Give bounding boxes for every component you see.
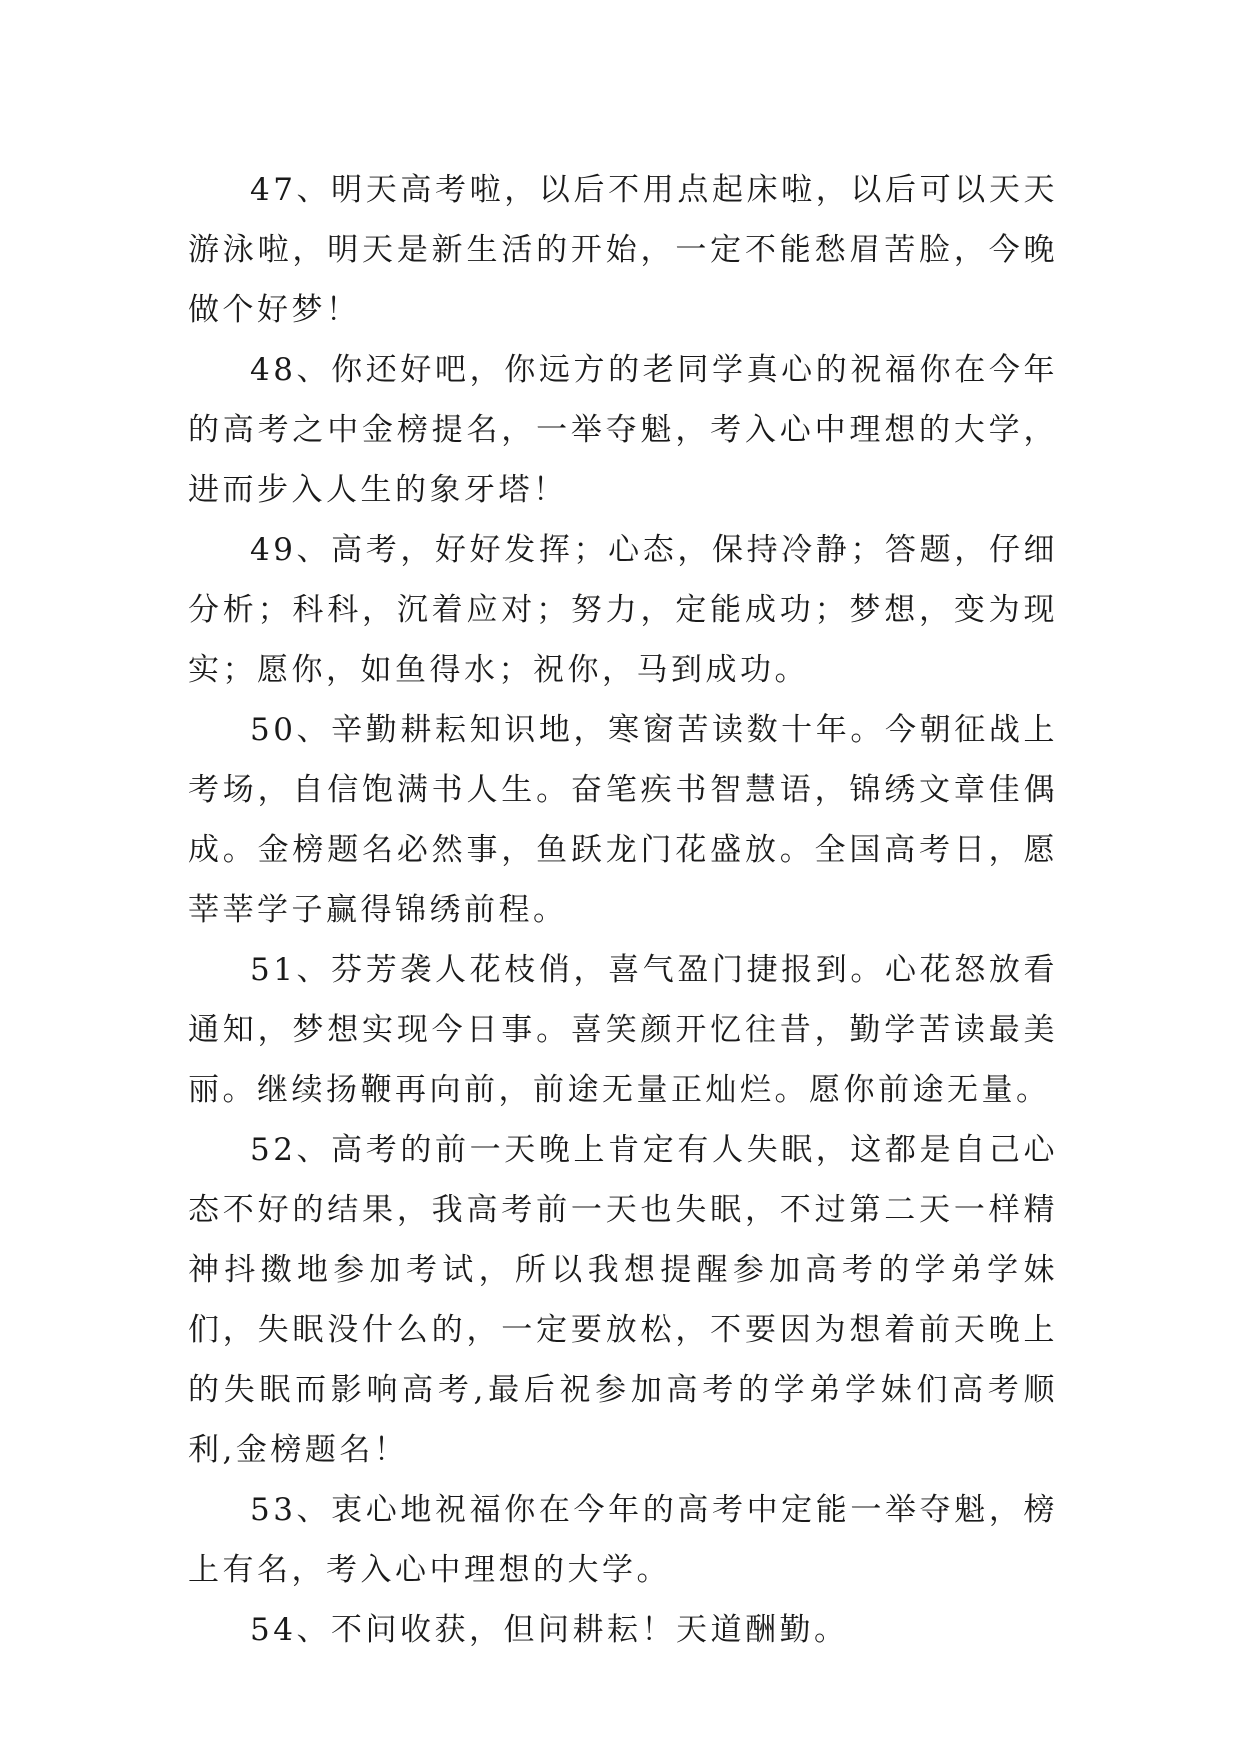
document-body <box>188 160 1058 1660</box>
paragraph-49: 49、高考，好好发挥；心态，保持冷静；答题，仔细分析；科科，沉着应对；努力，定能成功；梦想，变为现实；愿你，如鱼得水；祝你，马到成功。 <box>188 532 1058 688</box>
paragraph-50: 50、辛勤耕耘知识地，寒窗苦读数十年。今朝征战上考场，自信饱满书人生。奋笔疾书智慧语，锦绣文章佳偶成。金榜题名必然事，鱼跃龙门花盛放。全国高考日，愿莘莘学子赢得锦绣前程。 <box>188 712 1058 928</box>
paragraph-53: 53、衷心地祝福你在今年的高考中定能一举夺魁，榜上有名，考入心中理想的大学。 <box>188 1492 1058 1588</box>
paragraph-51: 51、芬芳袭人花枝俏，喜气盈门捷报到。心花怒放看通知，梦想实现今日事。喜笑颜开忆往昔，勤学苦读最美丽。继续扬鞭再向前，前途无量正灿烂。愿你前途无量。 <box>188 952 1058 1108</box>
paragraph-48: 48、你还好吧，你远方的老同学真心的祝福你在今年的高考之中金榜提名，一举夺魁，考入心中理想的大学，进而步入人生的象牙塔！ <box>188 352 1058 508</box>
paragraph-54: 54、不问收获，但问耕耘！天道酬勤。 <box>250 1612 849 1648</box>
paragraph-47: 47、明天高考啦，以后不用点起床啦，以后可以天天游泳啦，明天是新生活的开始，一定不能愁眉苦脸，今晚做个好梦！ <box>188 172 1058 328</box>
paragraph-52: 52、高考的前一天晚上肯定有人失眠，这都是自己心态不好的结果，我高考前一天也失眠，不过第二天一样精神抖擞地参加考试，所以我想提醒参加高考的学弟学妹们，失眠没什么的，一定要放松，不要因为想着前天晚上的失眠而影响高考,最后祝参加高考的学弟学妹们高考顺利,金榜题名！ <box>188 1132 1058 1468</box>
